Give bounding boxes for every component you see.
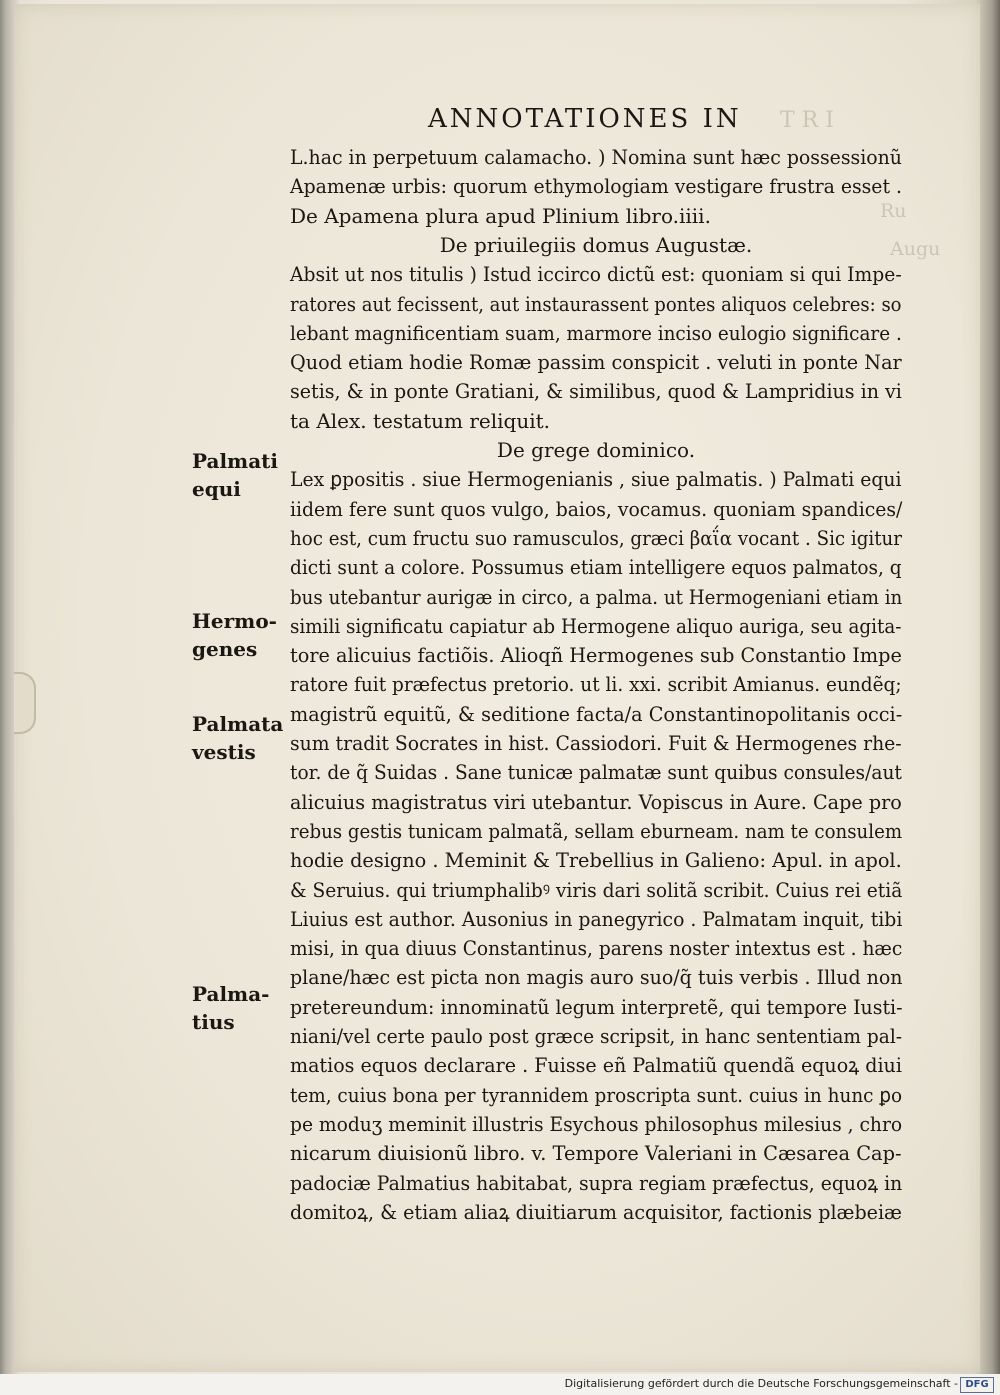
text-line: matios equos declarare . Fuisse eñ Palmatiũ quendã equoꝝ diui bbox=[290, 1053, 902, 1078]
section-heading: De grege dominico. bbox=[496, 438, 696, 462]
text-line: Quod etiam hodie Romæ passim conspicit . veluti in ponte Nar bbox=[290, 350, 902, 375]
marginal-note-line: tius bbox=[192, 1010, 235, 1034]
show-through-text: Ru bbox=[880, 200, 907, 222]
text-line: padociæ Palmatius habitabat, supra regiam præfectus, equoꝝ in bbox=[290, 1170, 903, 1195]
text-line: rebus gestis tunicam palmatã, sellam eburneam. nam te consulem bbox=[290, 818, 903, 843]
text-line: hoc est, cum fructu suo ramusculos, græci βαΐα vocant . Sic igitur bbox=[290, 525, 902, 550]
text-line: ratore fuit præfectus pretorio. ut li. xxi. scribit Amianus. eundẽq; bbox=[290, 672, 902, 697]
text-line: plane/hæc est picta non magis auro suo/q̃ tuis verbis . Illud non bbox=[290, 965, 903, 990]
text-line: niani/vel certe paulo post græce scripsit, in hanc sententiam pal- bbox=[290, 1024, 903, 1048]
text-line: Absit ut nos titulis ) Istud iccirco dictũ est: quoniam si qui Impe- bbox=[290, 262, 902, 287]
dfg-logo: DFG bbox=[960, 1377, 994, 1393]
text-line: nicarum diuisionũ libro. v. Tempore Valeriani in Cæsarea Cap- bbox=[290, 1141, 902, 1166]
text-line: simili significatu capiatur ab Hermogene aliquo auriga, seu agita- bbox=[290, 613, 902, 638]
text-line: setis, & in ponte Gratiani, & similibus, quod & Lampridius in vi bbox=[290, 379, 902, 404]
text-line: De Apamena plura apud Plinium libro.iiii. bbox=[290, 203, 711, 228]
text-line: sum tradit Socrates in hist. Cassiodori. Fuit & Hermogenes rhe- bbox=[290, 731, 902, 755]
text-line: tem, cuius bona per tyrannidem proscripta sunt. cuius in hunc ꝑo bbox=[290, 1082, 903, 1107]
marginal-note-line: Hermo- bbox=[192, 609, 277, 633]
text-line: iidem fere sunt quos vulgo, baios, vocamus. quoniam spandices/ bbox=[290, 496, 903, 521]
text-line: & Seruius. qui triumphalibꝰ viris dari solitã scribit. Cuius rei etiã bbox=[290, 877, 903, 902]
marginal-note-palmati-equi bbox=[192, 447, 288, 503]
marginal-note-line: Palmata bbox=[192, 712, 284, 736]
text-line: tor. de q̃ Suidas . Sane tunicæ palmatæ sunt quibus consules/aut bbox=[290, 760, 902, 785]
marginal-note-line: genes bbox=[192, 637, 258, 661]
show-through-text: Augu bbox=[890, 238, 941, 260]
text-line: ta Alex. testatum reliquit. bbox=[290, 408, 550, 433]
section-heading: De priuilegiis domus Augustæ. bbox=[439, 232, 753, 257]
marginal-note-line: Palmati bbox=[192, 449, 279, 473]
running-title: ANNOTATIONES IN bbox=[428, 104, 742, 134]
text-line: Liuius est author. Ausonius in panegyrico . Palmatam inquit, tibi bbox=[290, 906, 903, 931]
text-line: dicti sunt a colore. Possumus etiam intelligere equos palmatos, q bbox=[290, 555, 902, 580]
text-line: magistrũ equitũ, & seditione facta/a Constantinopolitanis occi- bbox=[290, 701, 903, 726]
digitization-footer bbox=[0, 1374, 1000, 1395]
marginal-note-line: equi bbox=[192, 477, 241, 501]
text-line: pretereundum: innominatũ legum interpretẽ, qui tempore Iusti- bbox=[290, 994, 903, 1019]
text-line: bus utebantur aurigæ in circo, a palma. ut Hermogeniani etiam in bbox=[290, 584, 903, 609]
marginal-note-palmata-vestis bbox=[192, 710, 288, 766]
marginal-note-palmatius bbox=[192, 980, 288, 1036]
binding-tab bbox=[14, 672, 36, 734]
marginal-note-hermogenes bbox=[192, 607, 288, 663]
text-line: tore alicuius factiõis. Alioqñ Hermogenes sub Constantio Impe bbox=[290, 643, 902, 668]
text-line: Apamenæ urbis: quorum ethymologiam vestigare frustra esset . bbox=[290, 174, 903, 199]
marginal-note-line: vestis bbox=[192, 740, 256, 764]
funding-credit: Digitalisierung gefördert durch die Deutsche Forschungsgemeinschaft - bbox=[564, 1377, 958, 1390]
text-line: misi, in qua diuus Constantinus, parens noster intextus est . hæc bbox=[290, 936, 903, 961]
marginal-note-line: Palma- bbox=[192, 982, 270, 1006]
text-line: L.hac in perpetuum calamacho. ) Nomina sunt hæc possessionũ bbox=[290, 145, 902, 169]
text-line: ratores aut fecissent, aut instaurassent pontes aliquos celebres: so bbox=[290, 291, 902, 316]
text-line: hodie designo . Meminit & Trebellius in Galieno: Apul. in apol. bbox=[290, 848, 902, 873]
text-line: Lex ꝑpositis . siue Hermogenianis , siue palmatis. ) Palmati equi bbox=[290, 467, 902, 492]
show-through-text: T R I bbox=[780, 108, 834, 133]
text-line: alicuius magistratus viri utebantur. Vopiscus in Aure. Cape pro bbox=[290, 789, 902, 814]
text-line: domitoꝝ, & etiam aliaꝝ diuitiarum acquisitor, factionis plæbeiæ bbox=[290, 1199, 902, 1224]
text-line: lebant magnificentiam suam, marmore inciso eulogio significare . bbox=[290, 320, 902, 345]
text-line: pe moduʒ meminit illustris Esychous philosophus milesius , chro bbox=[290, 1111, 903, 1136]
